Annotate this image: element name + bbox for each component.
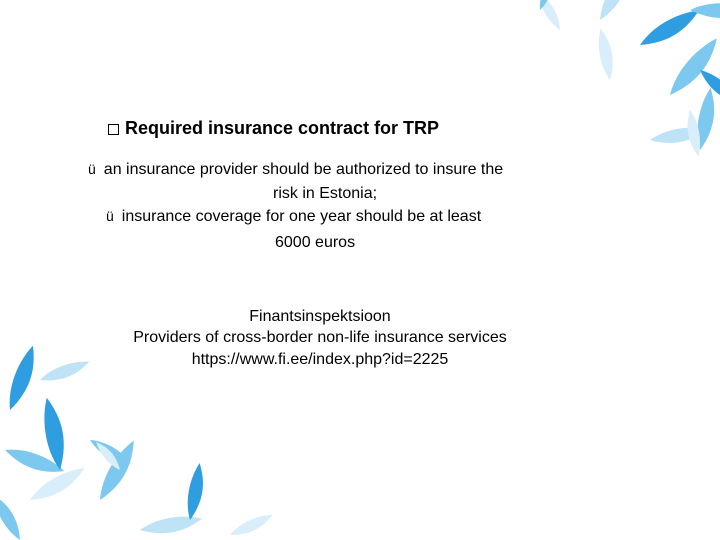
heading-text: Required insurance contract for TRP xyxy=(125,118,440,138)
bullet-2-line-1: ü insurance coverage for one year should be at least xyxy=(106,208,482,225)
bottom-left-leaves xyxy=(0,346,273,540)
slide-heading xyxy=(108,118,439,139)
source-name: Finantsinspektsioon xyxy=(249,308,391,325)
bullet-1-line-1: ü an insurance provider should be authorized to insure the xyxy=(88,161,504,178)
bullet-2-line-2: 6000 euros xyxy=(275,234,356,251)
source-title: Providers of cross-border non-life insurance services xyxy=(133,329,507,346)
checkmark-icon: ü xyxy=(88,161,96,177)
bullet-1-line-2: risk in Estonia; xyxy=(273,185,378,202)
source-url-link[interactable]: https://www.fi.ee/index.php?id=2225 xyxy=(191,351,449,368)
top-right-leaves xyxy=(530,0,720,162)
checkmark-icon: ü xyxy=(106,208,114,224)
square-bullet-icon xyxy=(108,124,119,135)
